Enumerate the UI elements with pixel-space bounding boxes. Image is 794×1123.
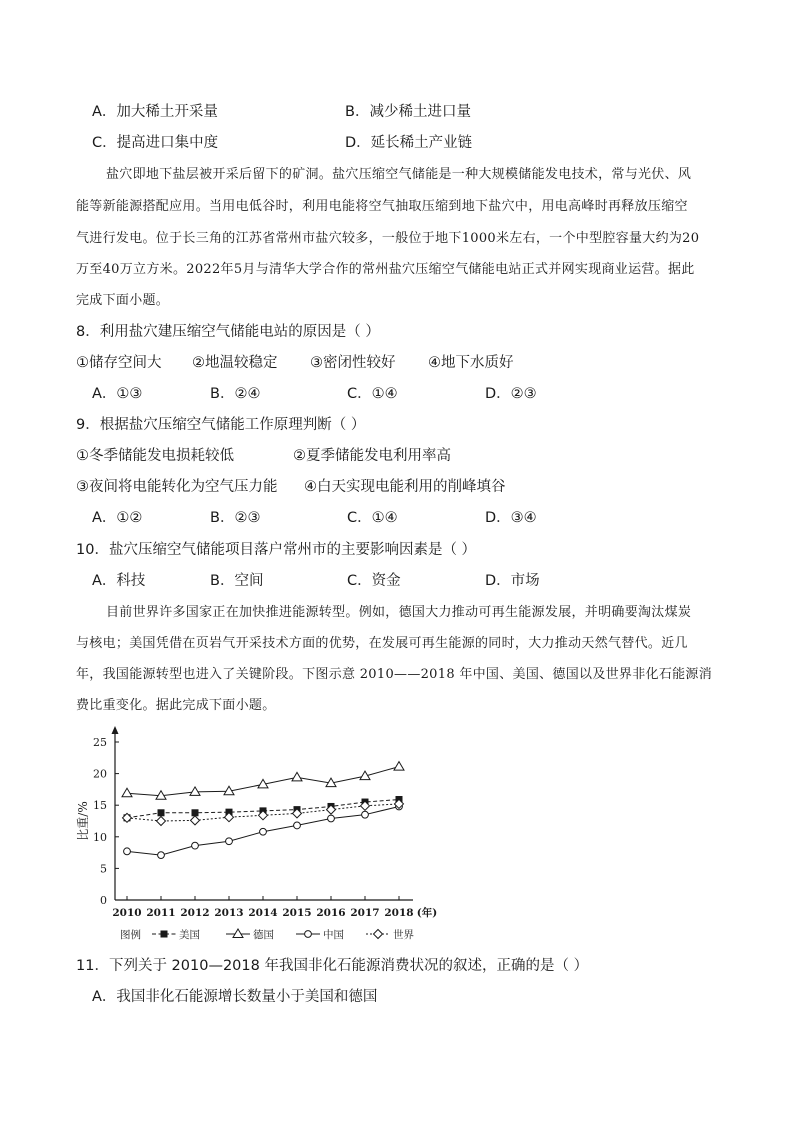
y-tick-label: 15 — [93, 799, 107, 813]
series-2-point — [328, 815, 335, 822]
passage2-line: 年，我国能源转型也进入了关键阶段。下图示意 2010——2018 年中国、美国、德国以及世界非化石能源消 — [76, 667, 713, 682]
x-tick-label: 2011 — [146, 907, 176, 919]
q8-item-4: ④地下水质好 — [428, 355, 514, 371]
series-2-point — [158, 852, 165, 859]
y-axis-arrow — [112, 726, 119, 734]
series-2-point — [226, 838, 233, 845]
x-tick-label: 2012 — [180, 907, 210, 919]
x-tick-label: 2013 — [214, 907, 244, 919]
q8-option-a: A．①③ — [92, 386, 143, 402]
series-2-point — [124, 848, 131, 855]
q9-option-c: C．①④ — [347, 510, 398, 526]
series-0-point — [192, 810, 198, 816]
q9-item-2: ②夏季储能发电利用率高 — [293, 448, 451, 464]
y-tick-label: 10 — [93, 830, 107, 844]
q8-option-c: C．①④ — [347, 386, 398, 402]
q7-option-d: D．延长稀土产业链 — [345, 135, 473, 151]
q7-option-a: A．加大稀土开采量 — [92, 104, 218, 120]
q10-option-a: A．科技 — [92, 573, 146, 589]
q9-option-d: D．③④ — [485, 510, 537, 526]
y-tick-label: 0 — [100, 894, 107, 907]
passage1-line: 气进行发电。位于长三角的江苏省常州市盐穴较多，一般位于地下1000米左右，一个中型腔容量大约为20 — [76, 231, 700, 246]
legend-label-3: 世界 — [393, 929, 414, 941]
x-unit-label: (年) — [416, 907, 438, 919]
series-0-point — [158, 810, 164, 816]
passage1-line: 万至40万立方米。2022年5月与清华大学合作的常州盐穴压缩空气储能电站正式并网实现商业运营。据此 — [76, 262, 695, 277]
legend-marker-2 — [305, 931, 312, 938]
q7-option-c: C．提高进口集中度 — [92, 135, 219, 151]
q8-option-b: B．②④ — [210, 386, 261, 402]
x-tick-label: 2015 — [282, 907, 312, 919]
q8-item-3: ③密闭性较好 — [310, 355, 396, 371]
q9-item-3: ③夜间将电能转化为空气压力能 — [76, 479, 278, 495]
q8-option-d: D．②③ — [485, 386, 537, 402]
series-3-point — [191, 816, 200, 825]
x-tick-label: 2014 — [248, 907, 278, 919]
series-3-point — [157, 817, 166, 826]
q9-option-a: A．①② — [92, 510, 143, 526]
x-tick-label: 2017 — [350, 907, 380, 919]
q9-item-4: ④白天实现电能利用的削峰填谷 — [304, 479, 506, 495]
legend-label-2: 中国 — [323, 929, 344, 941]
q8-item-2: ②地温较稳定 — [192, 355, 278, 371]
series-1-point — [394, 762, 404, 771]
q9-item-1: ①冬季储能发电损耗较低 — [76, 448, 234, 464]
q9-stem: 9．根据盐穴压缩空气储能工作原理判断（ ） — [76, 417, 366, 433]
q11-option-a: A．我国非化石能源增长数量小于美国和德国 — [92, 989, 378, 1005]
y-tick-label: 25 — [93, 736, 107, 749]
q8-stem: 8．利用盐穴建压缩空气储能电站的原因是（ ） — [76, 324, 380, 340]
series-2-point — [294, 822, 301, 829]
y-axis-label: 比重/% — [76, 801, 90, 841]
q10-option-c: C．资金 — [347, 573, 401, 589]
legend-label-1: 德国 — [253, 929, 274, 941]
legend-marker-0 — [161, 931, 167, 937]
passage1-line: 完成下面小题。 — [76, 293, 170, 308]
y-tick-label: 5 — [100, 862, 107, 876]
x-tick-label: 2018 — [384, 907, 414, 919]
series-1-point — [190, 787, 200, 796]
legend-marker-1 — [233, 929, 243, 938]
q10-option-d: D．市场 — [485, 573, 540, 589]
series-2-point — [260, 828, 267, 835]
energy-share-line-chart — [70, 722, 450, 954]
passage2-line: 与核电；美国凭借在页岩气开采技术方面的优势，在发展可再生能源的同时，大力推动天然气替代。近几 — [76, 636, 688, 651]
q7-option-b: B．减少稀土进口量 — [345, 104, 471, 120]
x-tick-label: 2010 — [112, 907, 142, 919]
legend-marker-3 — [374, 930, 383, 939]
x-tick-label: 2016 — [316, 907, 346, 919]
q8-item-1: ①储存空间大 — [76, 355, 162, 371]
q10-stem: 10．盐穴压缩空气储能项目落户常州市的主要影响因素是（ ） — [76, 542, 477, 558]
y-tick-label: 20 — [93, 767, 107, 781]
passage2-line: 费比重变化。据此完成下面小题。 — [76, 698, 276, 713]
legend-label-0: 美国 — [179, 929, 200, 941]
q9-option-b: B．②③ — [210, 510, 261, 526]
legend-title: 图例 — [120, 929, 141, 941]
series-1-point — [292, 772, 302, 781]
q11-stem: 11．下列关于 2010—2018 年我国非化石能源消费状况的叙述，正确的是（ ） — [76, 958, 589, 974]
q10-option-b: B．空间 — [210, 573, 264, 589]
series-2-point — [192, 842, 199, 849]
passage1-line: 能等新能源搭配应用。当用电低谷时，利用电能将空气抽取压缩到地下盐穴中，用电高峰时再释放压缩空 — [76, 199, 688, 214]
series-2-point — [362, 811, 369, 818]
passage2-line: 目前世界许多国家正在加快推进能源转型。例如，德国大力推动可再生能源发展，并明确要淘汰煤炭 — [106, 605, 692, 620]
passage1-line: 盐穴即地下盐层被开采后留下的矿洞。盐穴压缩空气储能是一种大规模储能发电技术，常与光伏、风 — [106, 167, 692, 182]
series-1-point — [122, 788, 132, 797]
